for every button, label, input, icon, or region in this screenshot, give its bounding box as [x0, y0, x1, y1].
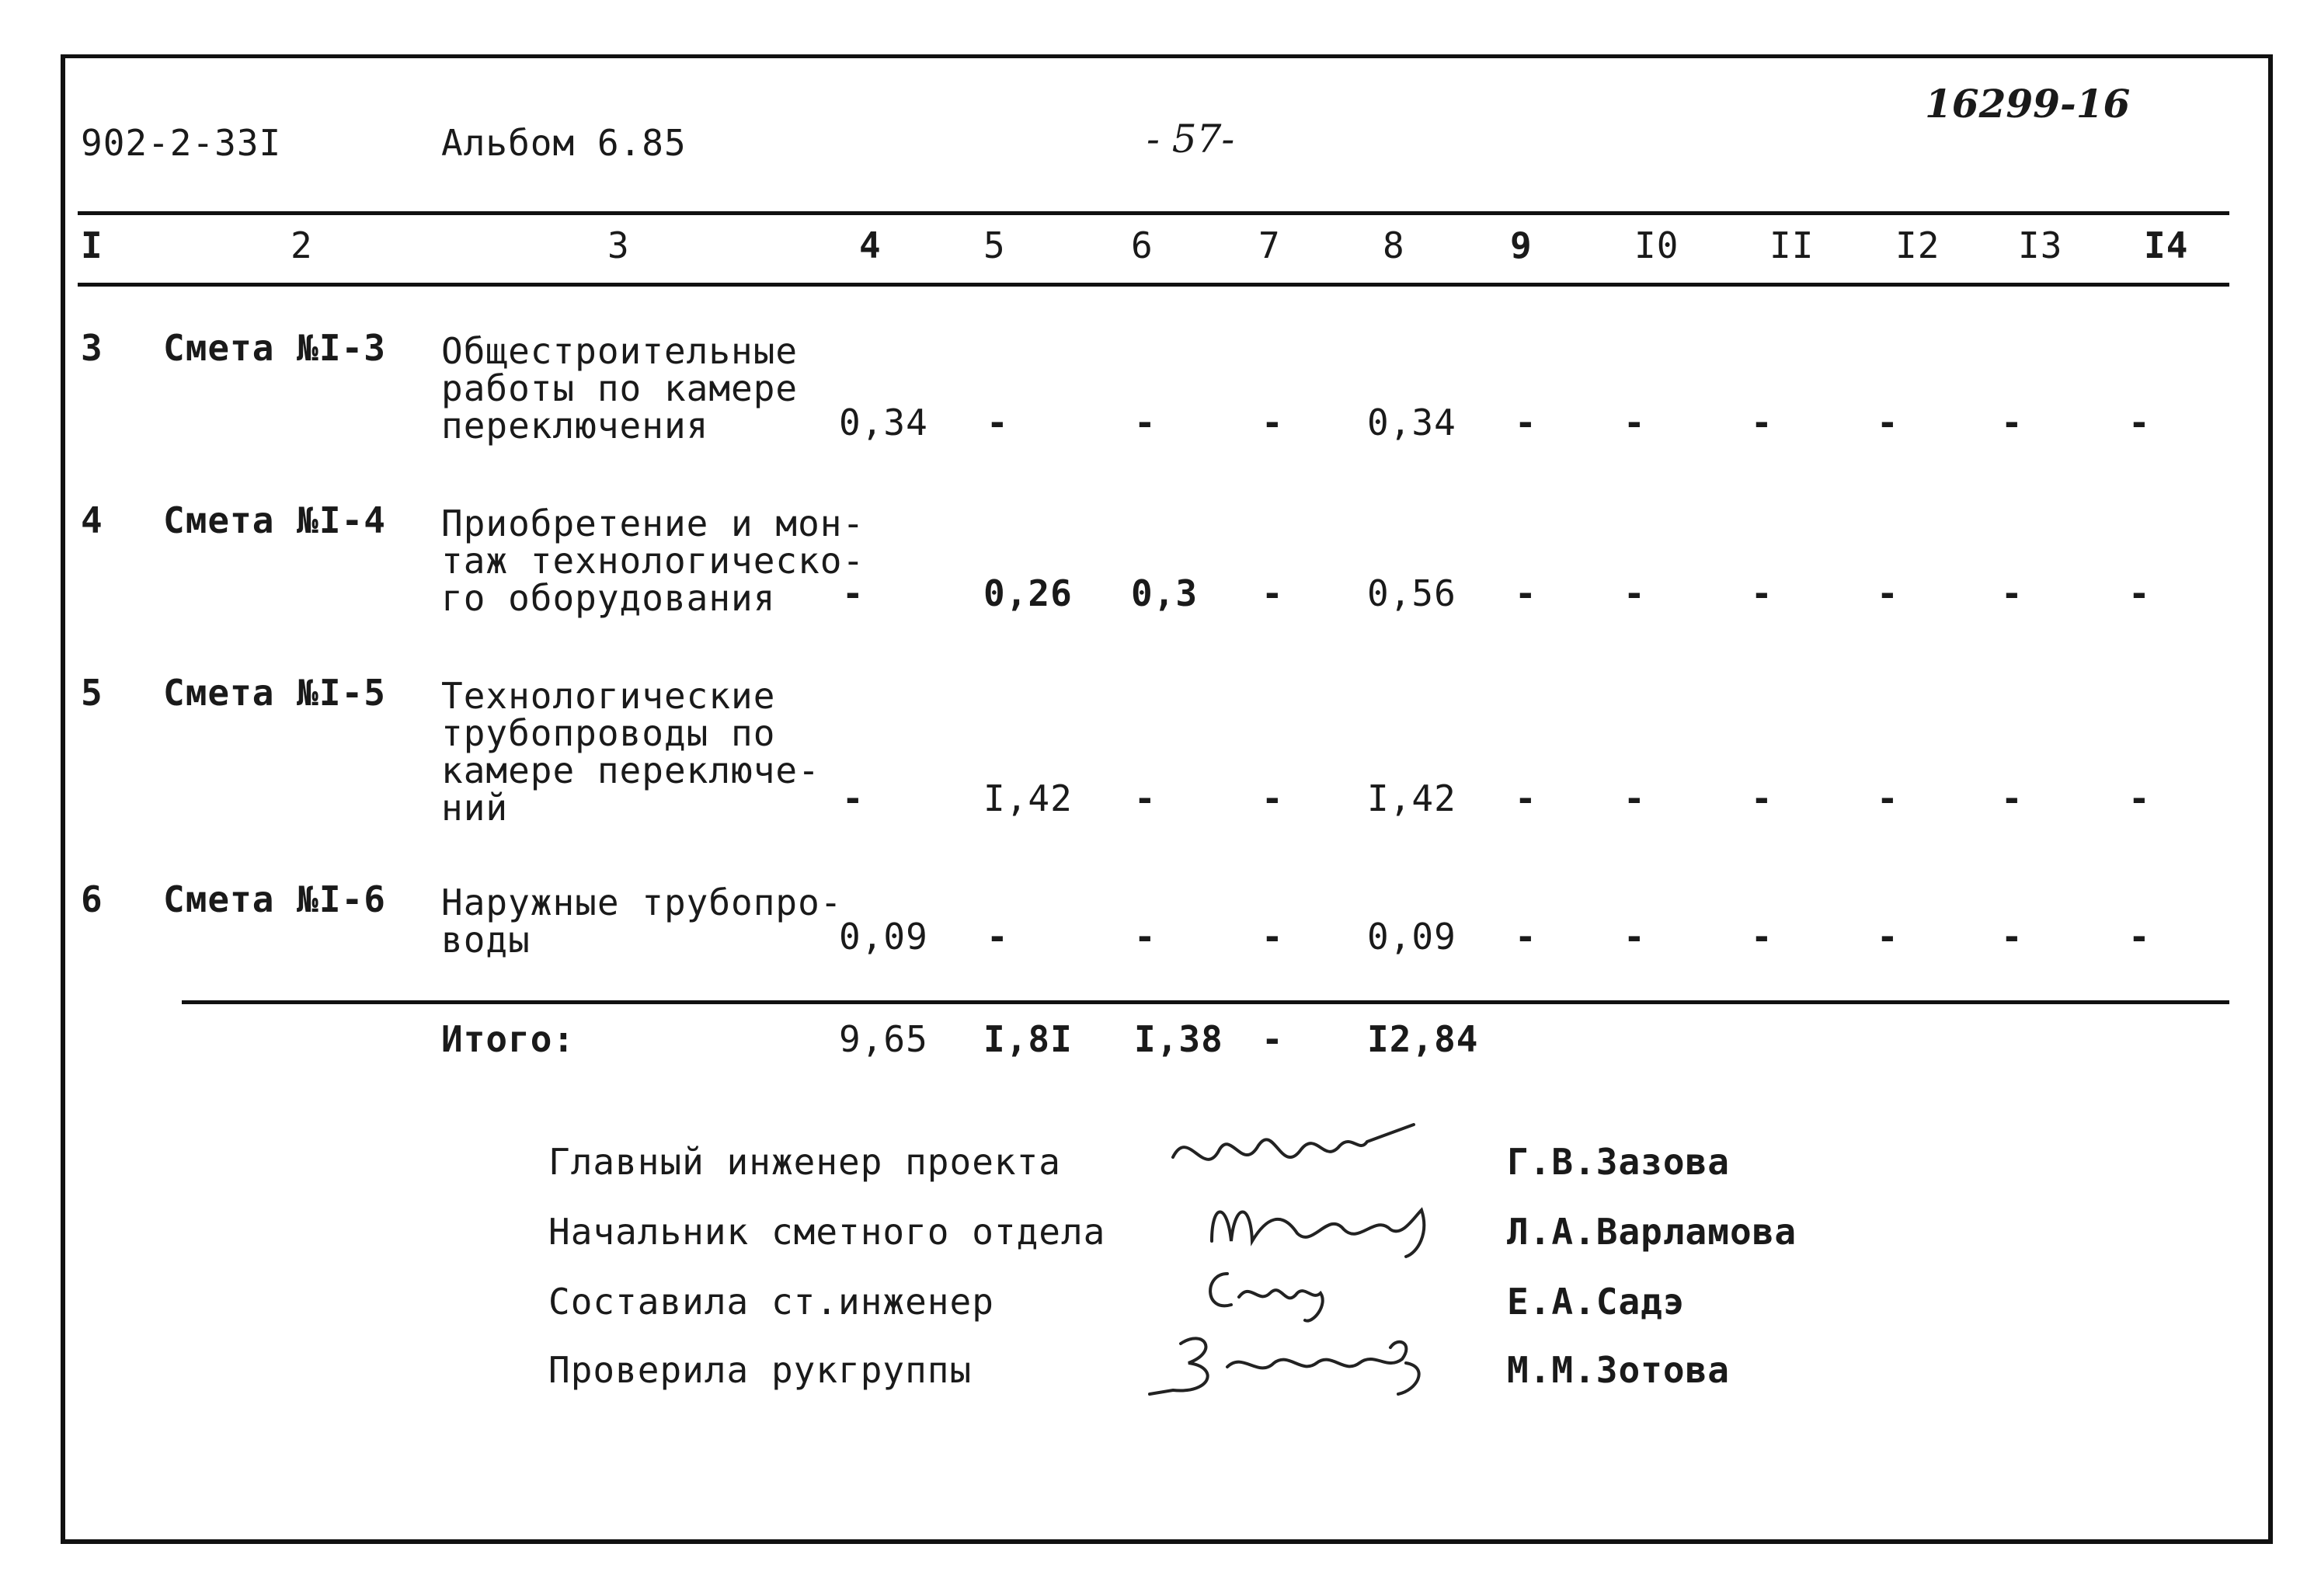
cell: 0,56 — [1367, 572, 1456, 614]
signature-handwriting — [1196, 1187, 1445, 1264]
signer-name: Л.А.Варламова — [1507, 1211, 1797, 1253]
row-number: 4 — [81, 499, 103, 541]
header-rule-bottom — [78, 283, 2229, 287]
row-description: Приобретение и мон- таж технологическо- го оборудования — [441, 502, 865, 619]
cell: - — [1134, 777, 1157, 819]
cell: - — [1751, 916, 1773, 958]
cell: - — [1134, 916, 1157, 958]
column-header: 2 — [291, 224, 313, 266]
cell: - — [2128, 777, 2151, 819]
cell: I,42 — [1367, 777, 1456, 819]
cell: - — [1877, 916, 1899, 958]
column-header: I3 — [2018, 224, 2063, 266]
signature-role: Главный инженер проекта — [548, 1141, 1061, 1183]
cell: - — [1261, 777, 1284, 819]
cell: - — [1751, 402, 1773, 443]
signer-name: Е.А.Садэ — [1507, 1281, 1686, 1323]
column-header: 3 — [607, 224, 630, 266]
total-cell: I2,84 — [1367, 1018, 1479, 1060]
cell: - — [1877, 572, 1899, 614]
signature-handwriting — [1165, 1111, 1429, 1196]
column-header: 6 — [1131, 224, 1154, 266]
row-number: 3 — [81, 327, 103, 369]
total-cell: I,38 — [1134, 1018, 1223, 1060]
cell: - — [1623, 916, 1646, 958]
sheet-code: 16299-16 — [1925, 81, 2131, 127]
cell: - — [987, 916, 1009, 958]
cell: 0,34 — [1367, 402, 1456, 443]
cell: - — [1623, 402, 1646, 443]
cell: - — [1623, 572, 1646, 614]
total-rule — [182, 1000, 2229, 1004]
cell: - — [2001, 572, 2023, 614]
header-rule-top — [78, 211, 2229, 215]
cell: - — [1751, 572, 1773, 614]
column-header: II — [1769, 224, 1815, 266]
album-label: Альбом 6.85 — [441, 122, 687, 164]
column-header: I0 — [1634, 224, 1679, 266]
cell: - — [1877, 402, 1899, 443]
cell: - — [842, 572, 865, 614]
column-header: I4 — [2144, 224, 2189, 266]
cell: - — [1751, 777, 1773, 819]
cell: - — [1261, 572, 1284, 614]
cell: - — [1877, 777, 1899, 819]
column-header: 9 — [1510, 224, 1533, 266]
total-cell: 9,65 — [839, 1018, 928, 1060]
cell: 0,09 — [839, 916, 928, 958]
cell: - — [1515, 402, 1537, 443]
row-number: 6 — [81, 878, 103, 920]
column-header: 5 — [983, 224, 1006, 266]
cell: 0,09 — [1367, 916, 1456, 958]
total-cell: - — [1261, 1018, 1284, 1060]
column-header: 4 — [859, 224, 882, 266]
cell: - — [2128, 402, 2151, 443]
page-number: - 57- — [1147, 116, 1235, 162]
estimate-label: Смета №I-6 — [163, 878, 386, 920]
total-cell: I,8I — [983, 1018, 1073, 1060]
signature-handwriting — [1196, 1258, 1352, 1328]
cell: 0,26 — [983, 572, 1073, 614]
cell: - — [2001, 402, 2023, 443]
cell: - — [2128, 572, 2151, 614]
column-header: I2 — [1895, 224, 1940, 266]
cell: - — [1261, 402, 1284, 443]
cell: - — [1623, 777, 1646, 819]
cell: - — [1134, 402, 1157, 443]
doc-number: 902-2-33I — [81, 122, 282, 164]
estimate-label: Смета №I-5 — [163, 672, 386, 714]
cell: - — [2128, 916, 2151, 958]
cell: I,42 — [983, 777, 1073, 819]
cell: - — [1515, 916, 1537, 958]
row-description: Технологические трубопроводы по камере переключе- ний — [441, 675, 820, 829]
column-header: 7 — [1258, 224, 1281, 266]
cell: - — [1515, 572, 1537, 614]
column-header: 8 — [1383, 224, 1405, 266]
cell: - — [1261, 916, 1284, 958]
cell: - — [1515, 777, 1537, 819]
cell: - — [842, 777, 865, 819]
signer-name: М.М.Зотова — [1507, 1349, 1730, 1391]
column-header: I — [81, 224, 103, 266]
signer-name: Г.В.Зазова — [1507, 1141, 1730, 1183]
signature-role: Начальник сметного отдела — [548, 1211, 1106, 1253]
row-number: 5 — [81, 672, 103, 714]
cell: - — [987, 402, 1009, 443]
total-label: Итого: — [441, 1018, 576, 1060]
cell: - — [2001, 916, 2023, 958]
estimate-label: Смета №I-4 — [163, 499, 386, 541]
cell: - — [2001, 777, 2023, 819]
cell: 0,3 — [1131, 572, 1199, 614]
signature-handwriting — [1134, 1320, 1445, 1406]
row-description: Наружные трубопро- воды — [441, 881, 843, 961]
cell: 0,34 — [839, 402, 928, 443]
signature-role: Проверила рукгруппы — [548, 1349, 973, 1391]
row-description: Общестроительные работы по камере переключения — [441, 330, 799, 447]
signature-role: Составила ст.инженер — [548, 1281, 994, 1323]
estimate-label: Смета №I-3 — [163, 327, 386, 369]
